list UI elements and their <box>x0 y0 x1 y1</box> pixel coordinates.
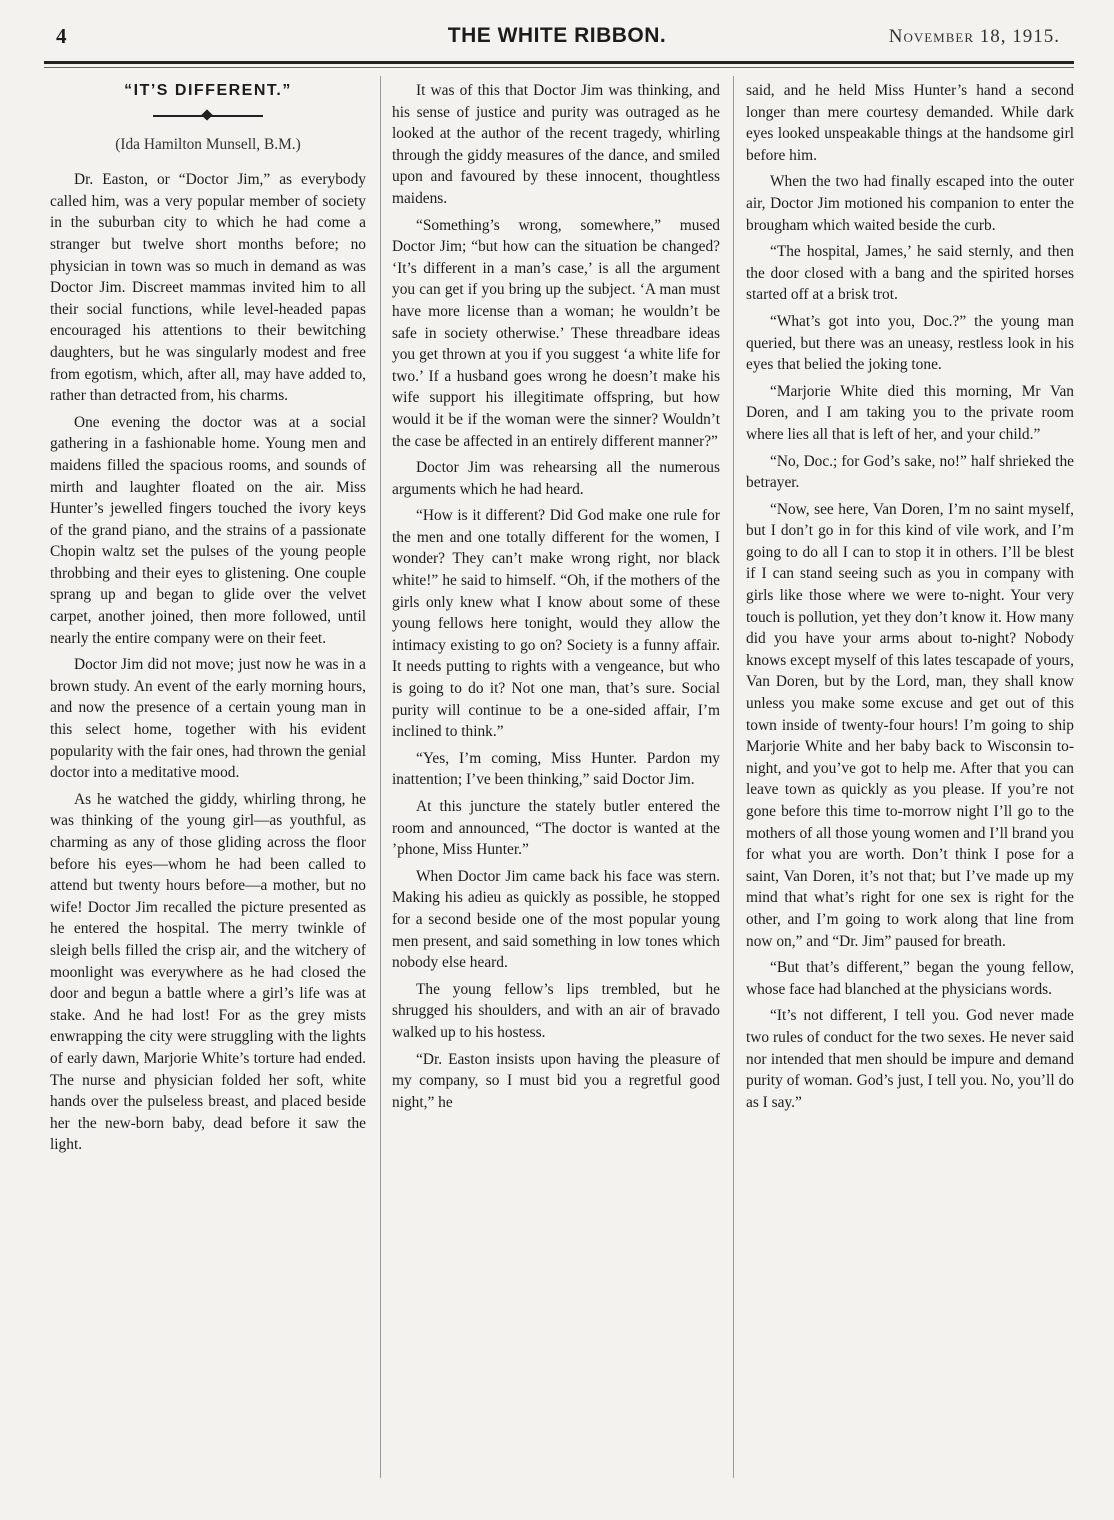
column-1 <box>50 80 366 1156</box>
page-number: 4 <box>56 24 67 48</box>
paragraph: The young fellow’s lips trembled, but he shrugged his shoulders, and with an air of bravado walked up to his hostess. <box>392 980 720 1041</box>
column-3 <box>746 80 1074 1113</box>
paragraph: At this juncture the stately butler entered the room and announced, “The doctor is wanted at the ’phone, Miss Hunter.” <box>392 798 720 859</box>
paragraph: said, and he held Miss Hunter’s hand a second longer than mere courtesy demanded. While dark eyes looked unspeakable things at the handsome girl before him. <box>746 82 1074 164</box>
paragraph: “The hospital, James,’ he said sternly, and then the door closed with a bang and the spirited horses started off at a brisk trot. <box>746 243 1074 304</box>
paragraph: “Yes, I’m coming, Miss Hunter. Pardon my inattention; I’ve been thinking,” said Doctor Jim. <box>392 749 720 789</box>
article-title: “IT’S DIFFERENT.” <box>124 82 292 99</box>
paragraph: “Now, see here, Van Doren, I’m no saint myself, but I don’t go in for this kind of vile work, and I’m going to do all I can to stop it in others. I’ll be blest if I can stand seeing such as you in company with girls like those where we were to-night. Your very touch is pollution, yet they don’t know it. How many did you have your arms about to-night? Nobody knows except myself of this lates tescapade of yours, Van Doren, but by the Lord, man, they shall know unless you make some excuse and get out of this town inside of twenty-four hours! I’m going to ship Marjorie White and her baby back to Wisconsin to-night, and you’ve got to help me. After that you can leave town as quickly as you please. If you’re not gone before this time to-morrow night I’ll go to the mothers of all those young women and I’ll brand you for what you are worth. Don’t think I pose for a saint, Van Doren, it’s not that; but I’ve made up my mind that what’s right for one sex is right for the other, and I’m going to work along that line from now on,” and “Dr. Jim” paused for breath. <box>746 500 1074 950</box>
paragraph: “What’s got into you, Doc.?” the young man queried, but there was an uneasy, restless look in his eyes that belied the joking tone. <box>746 312 1074 374</box>
paragraph: “Something’s wrong, somewhere,” mused Doctor Jim; “but how can the situation be changed? ‘It’s different in a man’s case,’ is all the argument you can get if you bring up the subject. ‘A man must have more license than a woman; he wouldn’t be safe in society otherwise.’ These threadbare ideas you get thrown at you if you suggest ‘a white life for two.’ If a husband goes wrong he doesn’t make his wife support his illegitimate offspring, but how would it be if the woman were the sinner? Wouldn’t the case be affected in an entirely different manner?” <box>392 216 720 450</box>
paragraph: “Dr. Easton insists upon having the pleasure of my company, so I must bid you a regretful good night,” he <box>392 1050 720 1111</box>
paragraph: “No, Doc.; for God’s sake, no!” half shrieked the betrayer. <box>746 452 1074 492</box>
header-rule <box>44 61 1074 64</box>
paragraph: When the two had finally escaped into the outer air, Doctor Jim motioned his companion to enter the brougham which waited beside the curb. <box>746 173 1074 234</box>
paragraph: When Doctor Jim came back his face was stern. Making his adieu as quickly as possible, he stopped for a second beside one of the most popular young men present, and said something in low tones which nobody else heard. <box>392 867 720 972</box>
paragraph: Dr. Easton, or “Doctor Jim,” as everybody called him, was a very popular member of society in the suburban city to which he had come a stranger but twelve short months before; no physician in town was so much in demand as was Doctor Jim. Discreet mammas invited him to all their social functions, while level-headed papas encouraged his attentions to their bewitching daughters, but he was singularly modest and free from egotism, which, after all, may have added to, rather than detracted from, his charms. <box>50 171 366 405</box>
title-ornament <box>153 110 263 122</box>
paragraph: Doctor Jim did not move; just now he was in a brown study. An event of the early morning hours, and now the presence of a certain young man in this select home, together with his evident popularity with the fair ones, had thrown the genial doctor into a meditative mood. <box>50 656 366 782</box>
paragraph: As he watched the giddy, whirling throng, he was thinking of the young girl—as youthful, as charming as any of those gliding across the floor before his eyes—whom he had been called to attend but twenty hours before—a mother, but no wife! Doctor Jim recalled the picture presented as he entered the hospital. The merry twinkle of sleigh bells filled the crisp air, and the witchery of moonlight was everywhere as he had closed the door and begun a battle where a girl’s life was at stake. And he had lost! For as the grey mists enwrapping the city were struggling with the lights of early dawn, Marjorie White’s torture had ended. The nurse and physician folded her soft, white hands over the pulseless breast, and placed beside her the new-born baby, dead before it saw the light. <box>50 790 366 1154</box>
paragraph: It was of this that Doctor Jim was thinking, and his sense of justice and purity was outraged as he looked at the author of the recent tragedy, whirling through the giddy measures of the dance, and smiled upon and favoured by these innocent, thoughtless maidens. <box>392 82 720 207</box>
byline: (Ida Hamilton Munsell, B.M.) <box>115 135 301 153</box>
paragraph: Doctor Jim was rehearsing all the numerous arguments which he had heard. <box>392 459 720 498</box>
newspaper-title: THE WHITE RIBBON. <box>447 24 667 47</box>
paragraph: “But that’s different,” began the young fellow, whose face had blanched at the physicians words. <box>746 959 1074 998</box>
paragraph: “How is it different? Did God make one rule for the men and one totally different for the women, I wonder? They can’t make wrong right, nor black white!” he said to himself. “Oh, if the mothers of the girls only knew what I know about some of these young fellows here tonight, would they allow the intimacy existing to go on? Society is a funny affair. It needs putting to rights with a vengeance, but who is going to do it? Not one man, that’s sure. Social purity will continue to be a one-sided affair, I’m inclined to think.” <box>392 507 720 741</box>
paragraph: “It’s not different, I tell you. God never made two rules of conduct for the two sexes. He never said nor intended that men should be impure and demand purity of woman. God’s just, I tell you. No, you’ll do as I say.” <box>746 1007 1074 1111</box>
column-2 <box>392 80 720 1113</box>
diamond-icon <box>201 109 212 120</box>
paragraph: “Marjorie White died this morning, Mr Van Doren, and I am taking you to the private room where lies all that is left of her, and your child.” <box>746 382 1074 443</box>
page-header <box>40 22 1074 62</box>
header-rule-thin <box>44 67 1074 68</box>
issue-date: November 18, 1915. <box>888 26 1060 47</box>
column-divider <box>733 76 734 1478</box>
column-divider <box>380 76 381 1478</box>
paragraph: One evening the doctor was at a social gathering in a fashionable home. Young men and maidens filled the spacious rooms, and sounds of mirth and laughter floated on the air. Miss Hunter’s jewelled fingers touched the ivory keys of the grand piano, and the strains of a passionate Chopin waltz set the pulses of the young people throbbing and their eyes to glistening. One couple sprang up and began to glide over the velvet carpet, another joined, then more followed, until nearly the entire company were on their feet. <box>50 413 366 647</box>
